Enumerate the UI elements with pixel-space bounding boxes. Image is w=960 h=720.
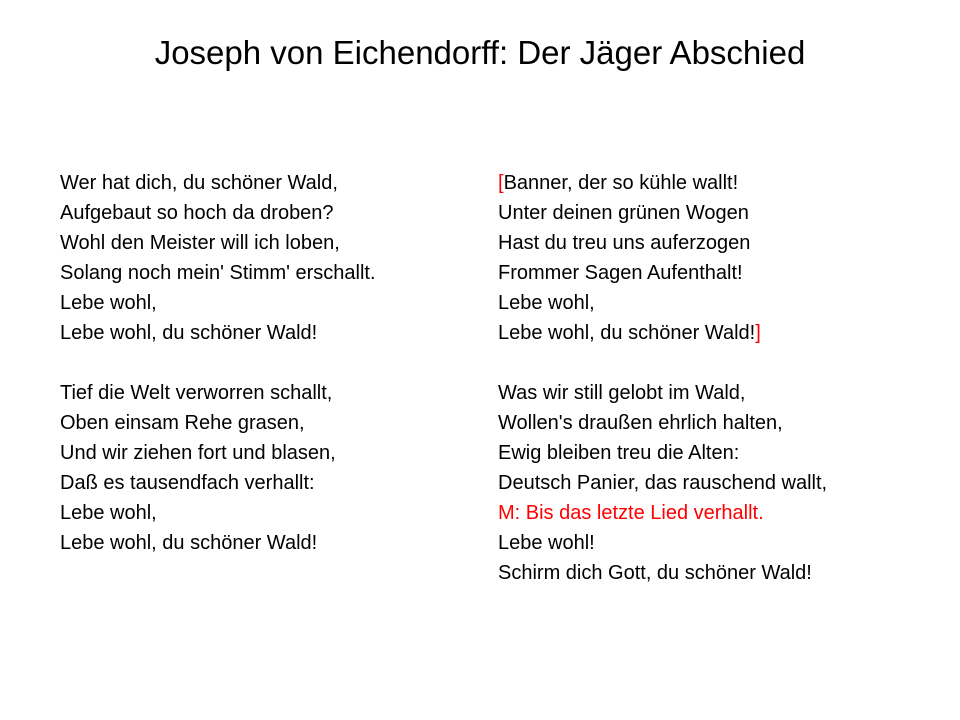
verse-line: Lebe wohl, [60,292,157,314]
verse-line: Solang noch mein' Stimm' erschallt. [60,262,376,284]
highlighted-verse-line: M: Bis das letzte Lied verhallt. [498,502,764,524]
verse-line: Wollen's draußen ehrlich halten, [498,412,783,434]
verse-line: Daß es tausendfach verhallt: [60,472,315,494]
verse-line: Lebe wohl, du schöner Wald! [60,532,318,554]
stanza [498,378,827,588]
verse-line: Frommer Sagen Aufenthalt! [498,262,743,284]
verse-line: Lebe wohl, [60,502,157,524]
verse-line: Unter deinen grünen Wogen [498,202,749,224]
verse-line: Wer hat dich, du schöner Wald, [60,172,338,194]
open-bracket: [ [498,172,504,194]
verse-line: Lebe wohl! [498,532,595,554]
verse-line: Hast du treu uns auferzogen [498,232,751,254]
verse-line-text: Lebe wohl, du schöner Wald! [498,322,756,344]
stanza [60,168,376,348]
page-title: Joseph von Eichendorff: Der Jäger Abschied [154,34,806,71]
verse-line: Lebe wohl, du schöner Wald! [60,322,318,344]
verse-line: Tief die Welt verworren schallt, [60,382,333,404]
verse-line: Ewig bleiben treu die Alten: [498,442,740,464]
verse-line-text: Banner, der so kühle wallt! [503,172,739,194]
verse-line: Schirm dich Gott, du schöner Wald! [498,562,812,584]
verse-line: Wohl den Meister will ich loben, [60,232,340,254]
verse-line [498,168,827,198]
verse-line: Deutsch Panier, das rauschend wallt, [498,472,828,494]
verse-line: Aufgebaut so hoch da droben? [60,202,334,224]
left-column [60,168,376,588]
verse-line [498,318,827,348]
verse-line: Lebe wohl, [498,292,595,314]
verse-line: Oben einsam Rehe grasen, [60,412,305,434]
stanza [498,168,827,348]
verse-line: Was wir still gelobt im Wald, [498,382,746,404]
right-column [498,168,827,618]
verse-line: Und wir ziehen fort und blasen, [60,442,336,464]
close-bracket: ] [755,322,761,344]
stanza [60,378,376,558]
